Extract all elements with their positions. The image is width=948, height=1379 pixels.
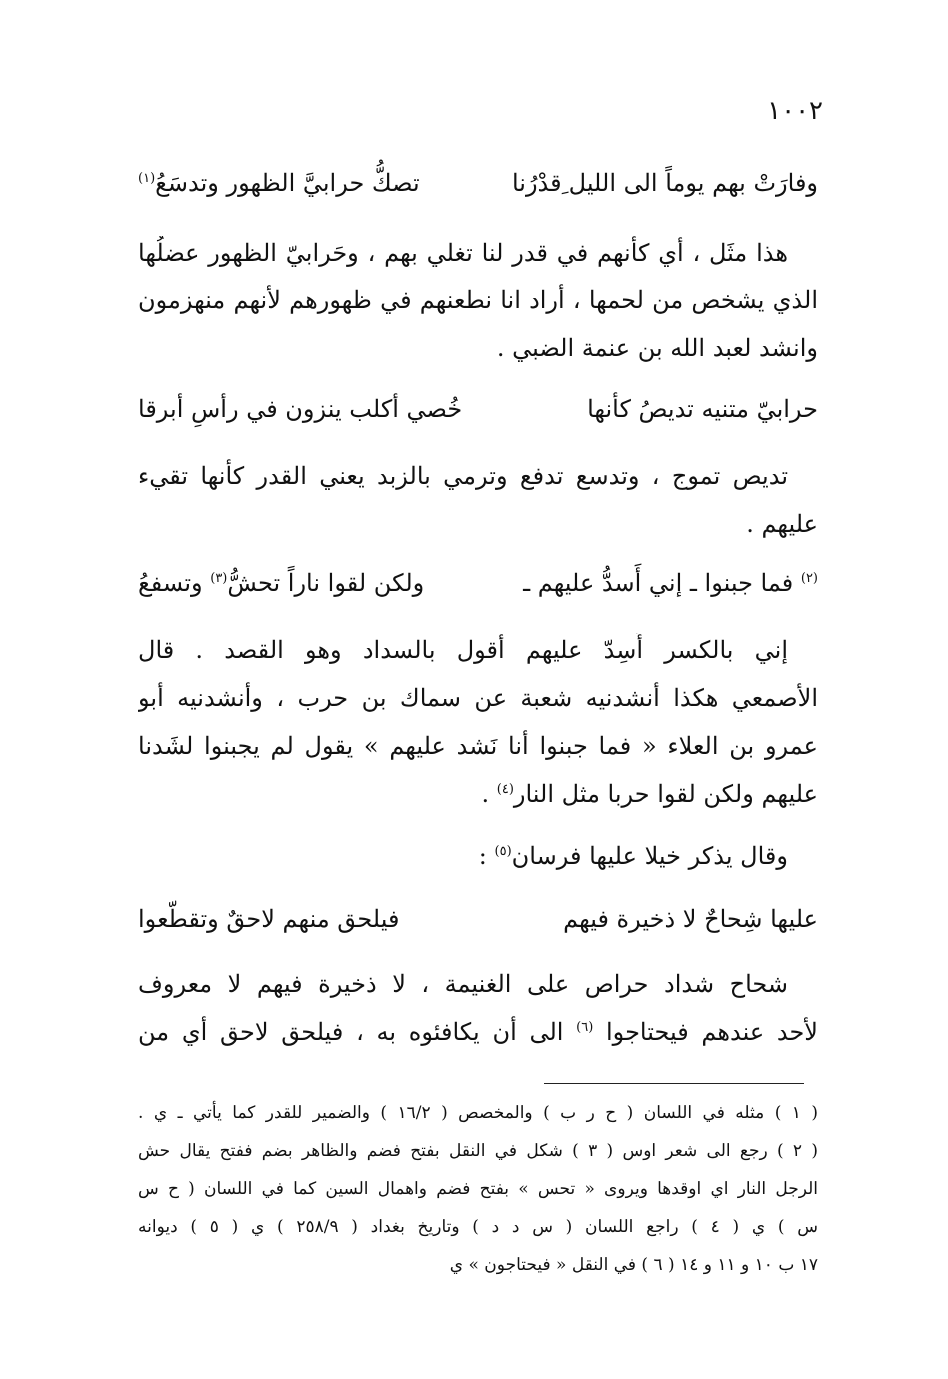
- para-3-line-1: إني بالكسر أَسِدّ عليهم أقول بالسداد وهو القصد . قال: [138, 636, 788, 664]
- verse-2: [138, 392, 818, 426]
- verse-3-first-text: فما جبنوا ـ إني أَسدُّ عليهم ـ: [523, 569, 794, 597]
- footnote-ref-4: (٤): [496, 782, 514, 797]
- para-3-line-4: [138, 777, 818, 811]
- intro-line: [138, 839, 818, 873]
- footnote-line-1: ( ١ ) مثله في اللسان ( ح ر ب ) والمخصص ( ١٦/٢ ) والضمير للقدر كما يأتي ـ ي .: [138, 1103, 818, 1123]
- footnote-ref-5: (٥): [494, 844, 512, 859]
- para-4-line-2-a: لأحد عندهم فيحتاجوا: [606, 1018, 818, 1046]
- verse-1-first-hemistich: وفارَتْ بهم يوماً الى الليل ِقدْرُنا: [511, 169, 818, 197]
- verse-2-second-hemistich: خُصي أكلب ينزون في رأسِ أبرقا: [138, 395, 463, 423]
- verse-4-second-hemistich: فيلحق منهم لاحقٌ وتقطّعوا: [138, 905, 400, 933]
- intro-end: :: [478, 842, 487, 870]
- para-2-line-2: عليهم .: [746, 510, 818, 538]
- verse-1: [138, 166, 818, 200]
- verse-1-second-hemistich: [138, 166, 420, 200]
- footnote-line-5: ١٧ ب ١٠ و ١١ و ١٤ ( ٦ ) في النقل « فيحتاجون » ي: [449, 1255, 818, 1275]
- para-4-line-1: شحاح شداد حراص على الغنيمة ، لا ذخيرة فيهم لا معروف: [138, 970, 788, 998]
- verse-3-first-hemistich: [523, 566, 818, 600]
- footnote-separator: [544, 1083, 804, 1084]
- para-3-line-4-text: عليهم ولكن لقوا حربا مثل النار: [513, 780, 818, 808]
- para-3-line-4-end: .: [481, 780, 490, 808]
- para-3-line-2: الأصمعي هكذا أنشدنيه شعبة عن سماك بن حرب ، وأنشدنيه أبو: [138, 684, 818, 712]
- para-1-line-1: هذا مثَل ، أي كأنهم في قدر لنا تغلي بهم ، وحَرابيّ الظهور عضلُها: [138, 239, 788, 267]
- para-4-line-2: [138, 1015, 818, 1049]
- verse-4-first-hemistich: عليها شِحاحٌ لا ذخيرة فيهم: [563, 905, 818, 933]
- verse-3-second-hemistich: [138, 566, 424, 600]
- para-3-line-3: عمرو بن العلاء « فما جبنوا أنا نَشد عليهم » يقول لم يجبنوا لشَدنا: [138, 732, 818, 760]
- footnote-ref-3: (٣): [210, 571, 228, 586]
- verse-2-first-hemistich: حرابيّ متنيه تديصُ كأنها: [587, 395, 818, 423]
- para-1-line-2: الذي يشخص من لحمها ، أراد انا نطعنهم في ظهورهم لأنهم منهزمون: [138, 286, 818, 314]
- verse-3: [138, 566, 818, 600]
- verse-3-second-text-a: ولكن لقوا ناراً تحشُّ: [227, 569, 425, 597]
- para-4-line-2-b: الى أن يكافئوه به ، فيلحق لاحق أي من: [138, 1018, 564, 1046]
- para-2-line-1: تديص تموج ، وتدسع تدفع وترمي بالزبد يعني القدر كأنها تقيء: [138, 462, 788, 490]
- footnote-line-3: الرجل النار اي اوقدها ويروى « تحس » بفتح فضم واهمال السين كما في اللسان ( ح س: [138, 1179, 818, 1199]
- footnote-ref-6: (٦): [576, 1020, 594, 1035]
- footnote-line-4: س ) ي ( ٤ ) راجع اللسان ( س د د ) وتاريخ بغداد ( ٢٥٨/٩ ) ي ( ٥ ) ديوانه: [138, 1217, 818, 1237]
- verse-4: [138, 902, 818, 936]
- verse-3-second-text-b: وتسفعُ: [138, 569, 203, 597]
- page-number: ١٠٠٢: [767, 96, 823, 126]
- intro-text: وقال يذكر خيلا عليها فرسان: [511, 842, 788, 870]
- footnote-line-2: ( ٢ ) رجع الى شعر اوس ( ٣ ) شكل في النقل بفتح فضم والظاهر بضم ففتح يقال حش: [138, 1141, 818, 1161]
- footnote-ref-2: (٢): [800, 571, 818, 586]
- verse-1-second-text: تصكُّ حرابيَّ الظهور وتدسَعُ: [155, 169, 420, 197]
- footnote-ref-1: (١): [138, 171, 156, 186]
- para-1-line-3: وانشد لعبد الله بن عنمة الضبي .: [496, 334, 818, 362]
